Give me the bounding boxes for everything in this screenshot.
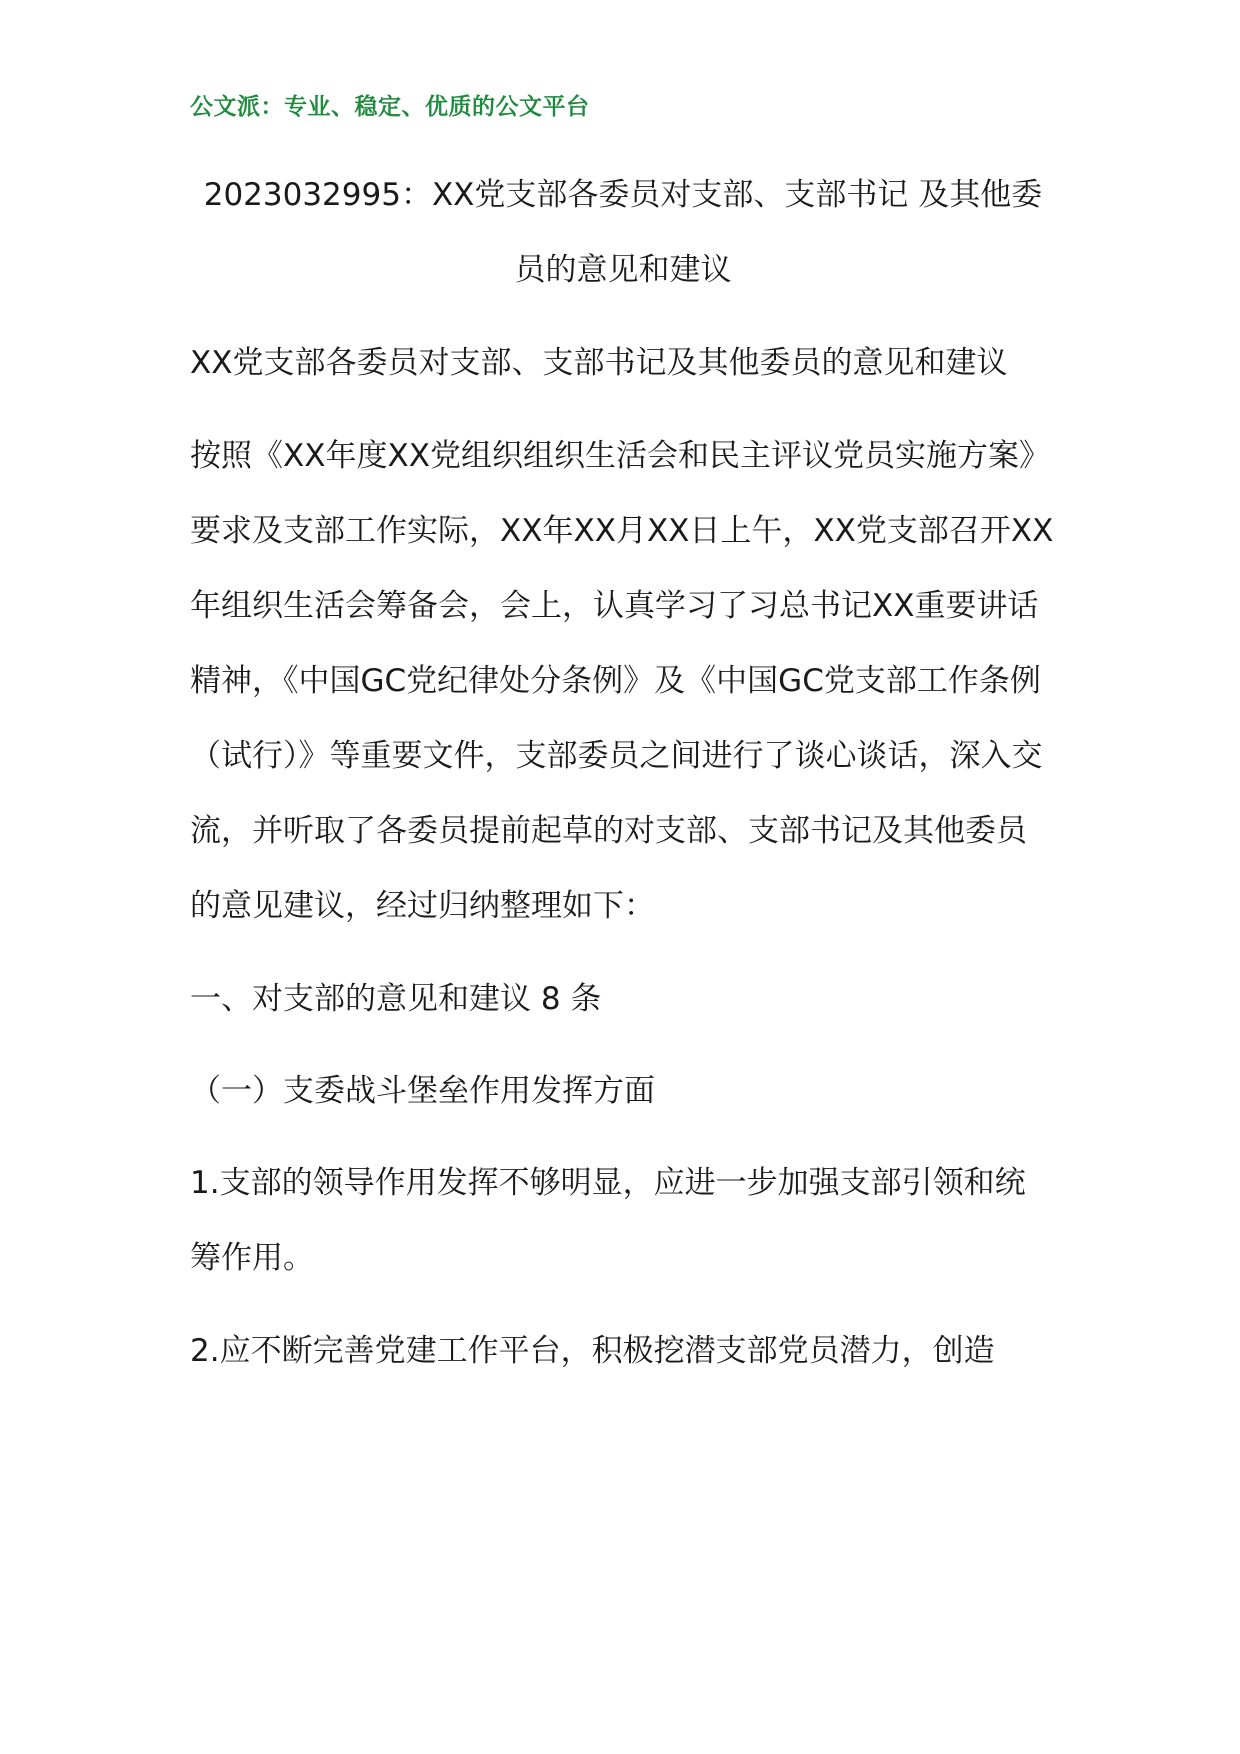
subsection-heading: （一）支委战斗堡垒作用发挥方面: [190, 1073, 655, 1109]
document-body: [190, 158, 1056, 1407]
list-item: 1.支部的领导作用发挥不够明显，应进一步加强支部引领和统筹作用。: [190, 1165, 1026, 1276]
platform-header: 公文派：专业、稳定、优质的公文平台: [190, 94, 590, 120]
document-title: 2023032995：XX党支部各委员对支部、支部书记 及其他委员的意见和建议: [203, 177, 1043, 288]
list-item: 2.应不断完善党建工作平台，积极挖潜支部党员潜力，创造: [190, 1333, 995, 1369]
section-heading: 一、对支部的意见和建议 8 条: [190, 981, 602, 1017]
document-subtitle: XX党支部各委员对支部、支部书记及其他委员的意见和建议: [190, 345, 1008, 381]
intro-paragraph: 按照《XX年度XX党组织组织生活会和民主评议党员实施方案》要求及支部工作实际，XX年XX月XX日上午，XX党支部召开XX年组织生活会筹备会，会上，认真学习了习总书记XX重要讲话精神，《中国GC党纪律处分条例》及《中国GC党支部工作条例（试行）》等重要文件，支部委员之间进行了谈心谈话，深入交流，并听取了各委员提前起草的对支部、支部书记及其他委员的意见建议，经过归纳整理如下：: [190, 438, 1054, 924]
